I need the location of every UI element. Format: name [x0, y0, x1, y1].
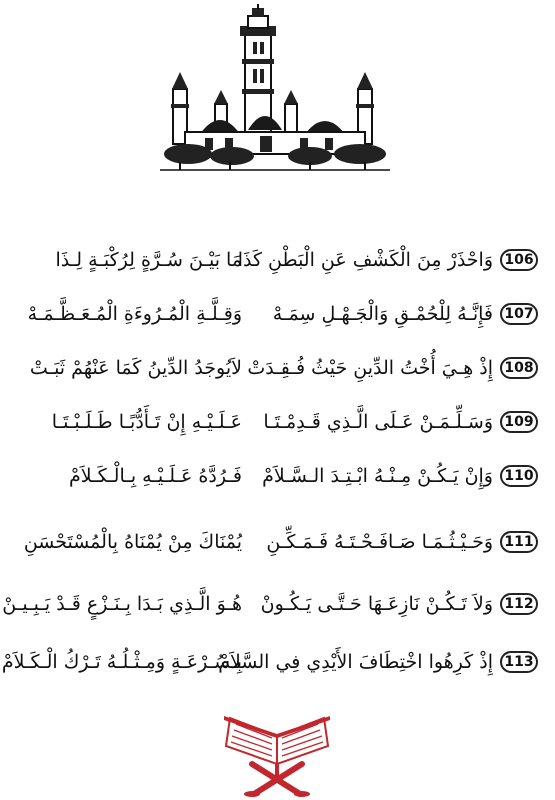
verse-number: 112	[500, 593, 538, 615]
verse-second-hemistich: مَا بَيْـنَ سُـرَّةٍ لِرُكْبَـةٍ لِـذَا	[55, 249, 242, 271]
verse-row	[0, 522, 555, 562]
verse-row	[0, 240, 555, 280]
verse-first-hemistich: وَسَـلِّـمَـنْ عَـلَى الَّـذِي قَـدِمْـتَـا	[263, 411, 493, 433]
verse-row	[0, 456, 555, 496]
verse-second-hemistich: هُـوَ الَّـذِي بَـدَا بِـنَـزْعٍ قَـدْ يَـبِـيـنْ	[2, 593, 242, 615]
verse-number: 110	[500, 465, 538, 487]
verse-number: 111	[500, 531, 538, 553]
verse-row	[0, 402, 555, 442]
verse-first-hemistich: وَلاَ تَـكُـنْ نَازِعَـهَا حَـتَّـى يَـكُـونْ	[260, 593, 493, 615]
verse-second-hemistich: فَـرُدَّهُ عَـلَـيْـهِ بِـالْـكَـلاَمْ	[68, 465, 242, 487]
quran-stand-icon	[222, 706, 332, 798]
verse-second-hemistich: وَقِـلَّـةِ الْمُـرُوءَةِ الْمُـعَـظَّـمَـهْ	[27, 303, 242, 325]
verse-row	[0, 584, 555, 624]
verse-first-hemistich: فَإِنَّـهُ لِلْحُمْـقِ وَالْجَـهْـلِ سِمَـهْ	[272, 303, 493, 325]
verse-first-hemistich: وَحَـيْـثُـمَـا صَـافَـحْـتَـهُ فَـمَـكِّـنِ	[266, 531, 493, 553]
verse-row	[0, 294, 555, 334]
verse-first-hemistich: وَإِنْ يَـكُـنْ مِـنْـهُ ابْـتِـدَ الـسَّـلاَمْ	[262, 465, 493, 487]
verse-number: 107	[500, 303, 538, 325]
verse-number: 113	[500, 651, 538, 673]
verse-first-hemistich: وَاحْذَرْ مِنَ الْكَشْفِ عَنِ الْبَطْنِ كَذَا	[237, 249, 493, 271]
verse-number: 109	[500, 411, 538, 433]
verse-first-hemistich: إِذْ هِـيَ أُخْتُ الدِّينِ حَيْثُ فُـقِـدَتْ	[247, 357, 493, 379]
verse-second-hemistich: يُمْنَاكَ مِنْ يُمْنَاهُ بِالْمُسْتَحْسَنِ	[23, 531, 242, 553]
verse-first-hemistich: إِذْ كَرِهُوا اخْتِطَافَ الأَيْدِي فِي السَّلاَمْ	[218, 651, 493, 673]
mosque-illustration	[160, 4, 390, 174]
verse-row	[0, 348, 555, 388]
verse-second-hemistich: بِـسُـرْعَـةٍ وَمِـثْـلُـهُ تَـرْكُ الْـكَـلاَمْ	[1, 651, 242, 673]
verse-second-hemistich: عَـلَـيْـهِ إِنْ تَـأَدُّبًـا طَـلَـبْـتَـا	[51, 411, 242, 433]
verse-number: 106	[500, 249, 538, 271]
verse-second-hemistich: لاَيُوجَدُ الدِّينُ كَمَا عَنْهُمْ ثَبَـتْ	[29, 357, 242, 379]
verse-row	[0, 642, 555, 682]
verse-number: 108	[500, 357, 538, 379]
